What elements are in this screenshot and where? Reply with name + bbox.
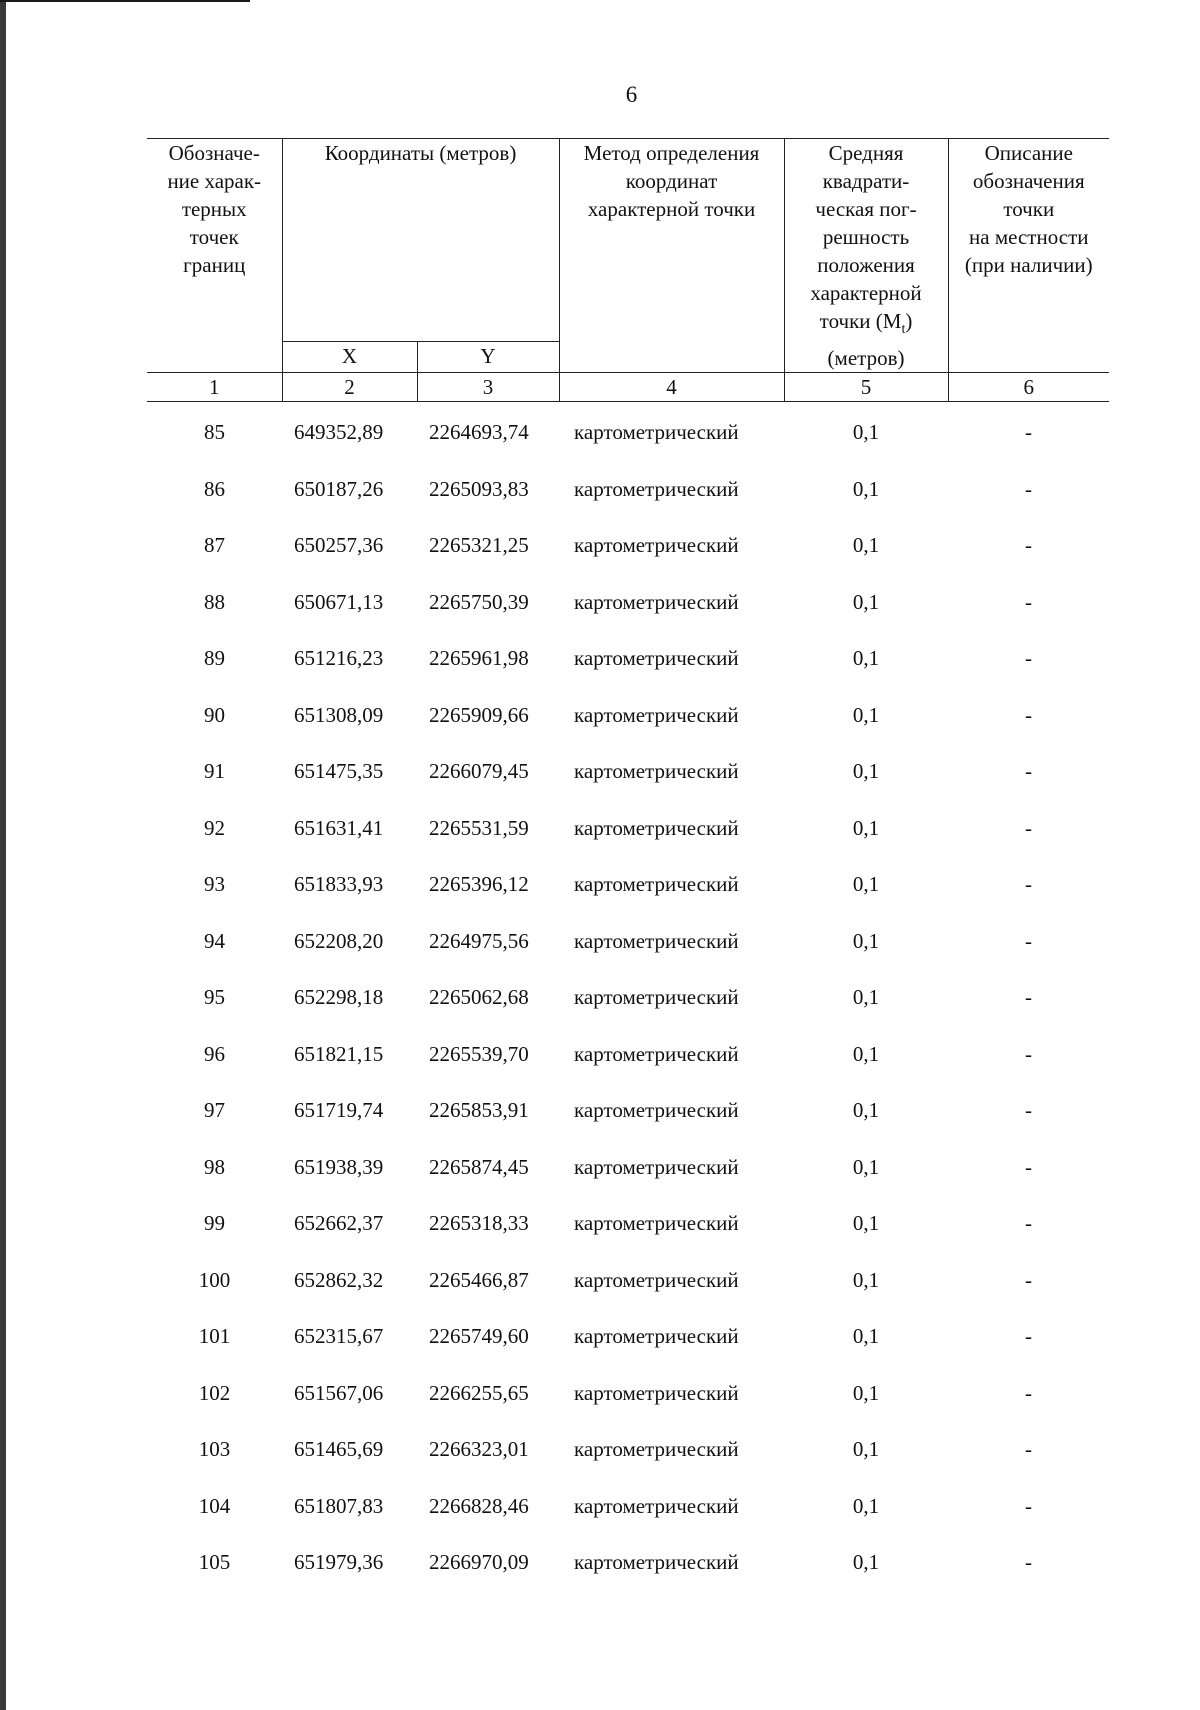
column-number: 5 [784, 373, 948, 402]
table-row [147, 1534, 1109, 1591]
table-row [147, 687, 1109, 744]
method-cell: картометрический [574, 1211, 739, 1236]
coord-x: 652662,37 [294, 1211, 384, 1236]
header-description: Описание обозначения точки на местности (при наличии) [948, 139, 1109, 373]
coord-y: 2265093,83 [429, 476, 529, 501]
method-cell: картометрический [574, 759, 739, 784]
method-cell: картометрический [574, 1041, 739, 1066]
method-cell: картометрический [574, 985, 739, 1010]
table-row [147, 461, 1109, 518]
table-row [147, 574, 1109, 631]
coord-y: 2266828,46 [429, 1493, 529, 1518]
description-cell: - [1025, 476, 1033, 501]
method-cell: картометрический [574, 702, 739, 727]
error-cell: 0,1 [852, 1041, 880, 1066]
point-id: 90 [204, 702, 225, 727]
table-row [147, 969, 1109, 1026]
method-cell: картометрический [574, 1154, 739, 1179]
description-cell: - [1025, 985, 1033, 1010]
coord-y: 2265321,25 [429, 533, 529, 558]
error-cell: 0,1 [852, 702, 880, 727]
scan-edge-left [0, 0, 6, 1710]
error-cell: 0,1 [852, 646, 880, 671]
coord-y: 2265749,60 [429, 1324, 529, 1349]
coord-x: 652862,32 [294, 1267, 384, 1292]
point-id: 86 [204, 476, 225, 501]
coordinates-table [147, 138, 1109, 1591]
point-id: 103 [198, 1437, 231, 1462]
table-header [147, 139, 1109, 402]
table-row [147, 800, 1109, 857]
description-cell: - [1025, 1550, 1033, 1575]
coord-y: 2265874,45 [429, 1154, 529, 1179]
point-id: 104 [198, 1493, 231, 1518]
coord-y: 2265961,98 [429, 646, 529, 671]
error-cell: 0,1 [852, 872, 880, 897]
table-row [147, 1252, 1109, 1309]
point-id: 99 [204, 1211, 225, 1236]
coord-x: 649352,89 [294, 420, 384, 445]
coord-x: 651938,39 [294, 1154, 384, 1179]
coord-y: 2265750,39 [429, 589, 529, 614]
point-id: 91 [204, 759, 225, 784]
method-cell: картометрический [574, 1098, 739, 1123]
table-row [147, 1195, 1109, 1252]
table-row [147, 1421, 1109, 1478]
point-id: 98 [204, 1154, 225, 1179]
description-cell: - [1025, 1154, 1033, 1179]
description-cell: - [1025, 1324, 1033, 1349]
description-cell: - [1025, 533, 1033, 558]
column-number-row [147, 373, 1109, 402]
table-row [147, 1026, 1109, 1083]
method-cell: картометрический [574, 1493, 739, 1518]
table-row [147, 1365, 1109, 1422]
header-coordinates-group: Координаты (метров) [282, 139, 559, 342]
point-id: 105 [198, 1550, 231, 1575]
coord-x: 651216,23 [294, 646, 384, 671]
description-cell: - [1025, 759, 1033, 784]
coord-y: 2265539,70 [429, 1041, 529, 1066]
error-cell: 0,1 [852, 1380, 880, 1405]
column-number: 6 [948, 373, 1109, 402]
point-id: 102 [198, 1380, 231, 1405]
column-number: 4 [559, 373, 784, 402]
table-row [147, 1139, 1109, 1196]
point-id: 85 [204, 420, 225, 445]
method-cell: картометрический [574, 872, 739, 897]
description-cell: - [1025, 928, 1033, 953]
header-mean-square-error: Средняя квадрати- ческая пог- решность положения характерной точки $(M_t)$ (метров) [784, 139, 948, 373]
table-body [147, 402, 1109, 1591]
point-id: 95 [204, 985, 225, 1010]
description-cell: - [1025, 420, 1033, 445]
description-cell: - [1025, 872, 1033, 897]
description-cell: - [1025, 1267, 1033, 1292]
description-cell: - [1025, 1437, 1033, 1462]
error-cell: 0,1 [852, 815, 880, 840]
description-cell: - [1025, 1098, 1033, 1123]
description-cell: - [1025, 589, 1033, 614]
coord-x: 650671,13 [294, 589, 384, 614]
coord-x: 651719,74 [294, 1098, 384, 1123]
coord-x: 652315,67 [294, 1324, 384, 1349]
coord-y: 2265531,59 [429, 815, 529, 840]
error-cell: 0,1 [852, 533, 880, 558]
description-cell: - [1025, 1041, 1033, 1066]
header-y: Y [417, 342, 559, 373]
header-method: Метод определения координат характерной точки [559, 139, 784, 373]
coord-y: 2266323,01 [429, 1437, 529, 1462]
table-row [147, 630, 1109, 687]
error-cell: 0,1 [852, 1493, 880, 1518]
error-cell: 0,1 [852, 1211, 880, 1236]
method-cell: картометрический [574, 533, 739, 558]
coord-x: 650257,36 [294, 533, 384, 558]
description-cell: - [1025, 1380, 1033, 1405]
header-point-designation: Обозначе- ние харак- терных точек границ [147, 139, 282, 373]
description-cell: - [1025, 1211, 1033, 1236]
description-cell: - [1025, 646, 1033, 671]
method-cell: картометрический [574, 1324, 739, 1349]
error-cell: 0,1 [852, 1324, 880, 1349]
method-cell: картометрический [574, 1437, 739, 1462]
coord-y: 2265909,66 [429, 702, 529, 727]
table-row [147, 1478, 1109, 1535]
error-cell: 0,1 [852, 1550, 880, 1575]
error-cell: 0,1 [852, 985, 880, 1010]
error-cell: 0,1 [852, 420, 880, 445]
method-cell: картометрический [574, 589, 739, 614]
method-cell: картометрический [574, 1380, 739, 1405]
table-row [147, 913, 1109, 970]
coord-y: 2266079,45 [429, 759, 529, 784]
error-cell: 0,1 [852, 476, 880, 501]
table-row [147, 1308, 1109, 1365]
point-id: 87 [204, 533, 225, 558]
column-number: 3 [417, 373, 559, 402]
error-cell: 0,1 [852, 1098, 880, 1123]
point-id: 88 [204, 589, 225, 614]
coord-y: 2266255,65 [429, 1380, 529, 1405]
point-id: 97 [204, 1098, 225, 1123]
point-id: 100 [198, 1267, 231, 1292]
method-cell: картометрический [574, 1550, 739, 1575]
description-cell: - [1025, 815, 1033, 840]
method-cell: картометрический [574, 420, 739, 445]
description-cell: - [1025, 702, 1033, 727]
page-number: 6 [625, 82, 638, 107]
method-cell: картометрический [574, 646, 739, 671]
coord-y: 2266970,09 [429, 1550, 529, 1575]
point-id: 101 [198, 1324, 231, 1349]
scan-edge-top [0, 0, 250, 2]
method-cell: картометрический [574, 1267, 739, 1292]
table-row [147, 1082, 1109, 1139]
error-cell: 0,1 [852, 928, 880, 953]
coord-x: 651979,36 [294, 1550, 384, 1575]
coord-y: 2264975,56 [429, 928, 529, 953]
coord-x: 651465,69 [294, 1437, 384, 1462]
coord-y: 2265062,68 [429, 985, 529, 1010]
error-cell: 0,1 [852, 1267, 880, 1292]
coord-x: 652208,20 [294, 928, 384, 953]
table-row [147, 743, 1109, 800]
method-cell: картометрический [574, 928, 739, 953]
table-row [147, 517, 1109, 574]
coord-y: 2265853,91 [429, 1098, 529, 1123]
error-cell: 0,1 [852, 589, 880, 614]
header-x: X [282, 342, 417, 373]
point-id: 93 [204, 872, 225, 897]
error-cell: 0,1 [852, 759, 880, 784]
point-id: 92 [204, 815, 225, 840]
table-row [147, 856, 1109, 913]
point-id: 89 [204, 646, 225, 671]
column-number: 1 [147, 373, 282, 402]
coord-y: 2265396,12 [429, 872, 529, 897]
coord-y: 2264693,74 [429, 420, 529, 445]
coord-x: 650187,26 [294, 476, 384, 501]
coord-x: 651567,06 [294, 1380, 384, 1405]
coord-x: 651475,35 [294, 759, 384, 784]
coord-x: 651631,41 [294, 815, 384, 840]
column-number: 2 [282, 373, 417, 402]
error-cell: 0,1 [852, 1437, 880, 1462]
error-cell: 0,1 [852, 1154, 880, 1179]
coord-x: 651807,83 [294, 1493, 384, 1518]
coord-x: 652298,18 [294, 985, 384, 1010]
coord-x: 651833,93 [294, 872, 384, 897]
method-cell: картометрический [574, 815, 739, 840]
coord-y: 2265466,87 [429, 1267, 529, 1292]
description-cell: - [1025, 1493, 1033, 1518]
coord-x: 651821,15 [294, 1041, 384, 1066]
method-cell: картометрический [574, 476, 739, 501]
point-id: 96 [204, 1041, 225, 1066]
table-row [147, 402, 1109, 461]
point-id: 94 [204, 928, 225, 953]
coord-x: 651308,09 [294, 702, 384, 727]
coord-y: 2265318,33 [429, 1211, 529, 1236]
